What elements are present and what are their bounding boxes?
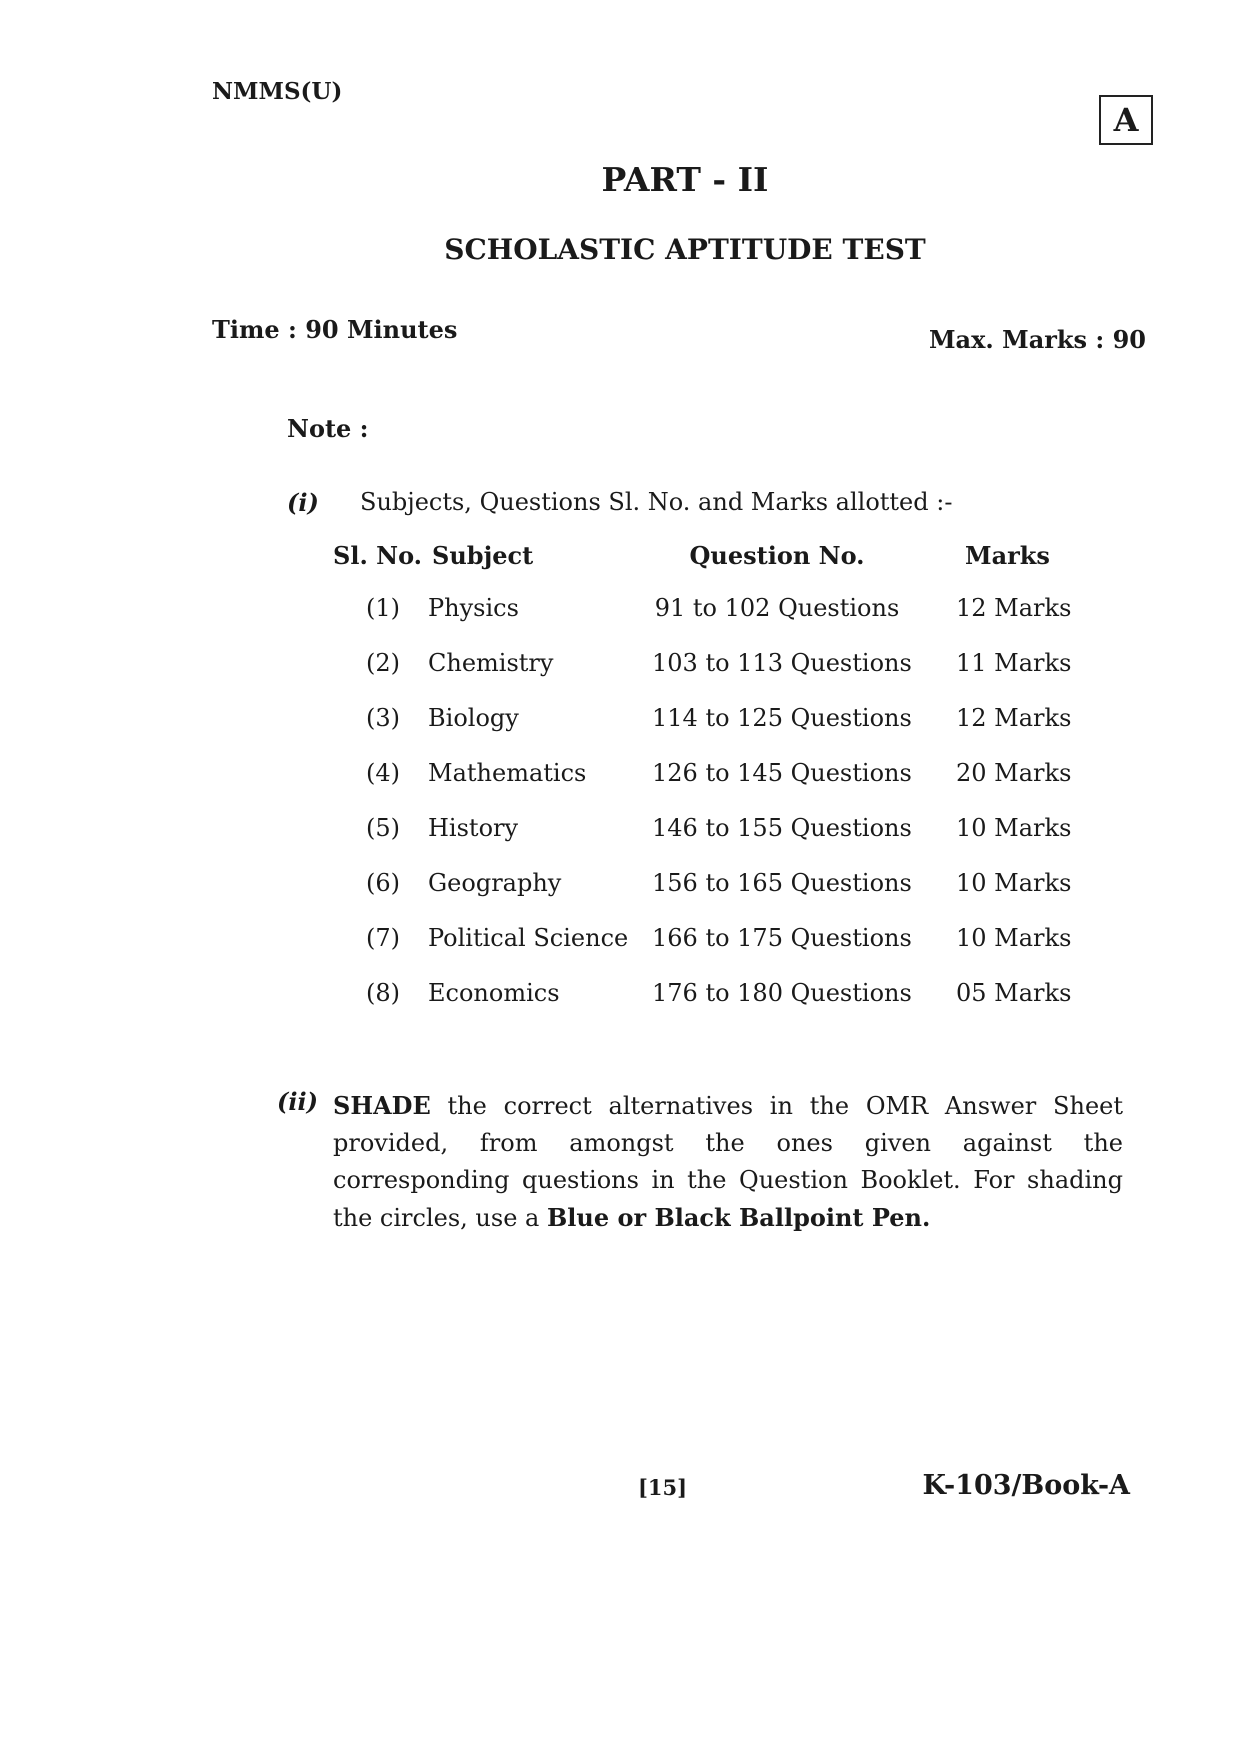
item-number-ii: (ii) bbox=[277, 1087, 318, 1116]
header-marks: Marks bbox=[965, 541, 1050, 570]
table-row bbox=[0, 759, 1240, 799]
table-row bbox=[0, 924, 1240, 964]
page-number: [15] bbox=[638, 1475, 688, 1500]
row-question-range: 103 to 113 Questions bbox=[652, 649, 912, 677]
table-row bbox=[0, 869, 1240, 909]
max-marks: Max. Marks : 90 bbox=[928, 325, 1146, 354]
table-row bbox=[0, 704, 1240, 744]
row-question-range: 146 to 155 Questions bbox=[652, 814, 912, 842]
row-sl-no: (7) bbox=[366, 924, 400, 952]
item-ii-text: the correct alternatives in the OMR Answer Sheet provided, from amongst the ones given against the corresponding questions in the Question Booklet. For shading the circles, use a bbox=[333, 1092, 1123, 1232]
row-sl-no: (6) bbox=[366, 869, 400, 897]
item-ii-paragraph bbox=[333, 1087, 1123, 1237]
row-sl-no: (4) bbox=[366, 759, 400, 787]
row-subject: Geography bbox=[428, 869, 562, 897]
row-sl-no: (3) bbox=[366, 704, 400, 732]
pen-instruction: Blue or Black Ballpoint Pen. bbox=[546, 1203, 931, 1232]
row-question-range: 126 to 145 Questions bbox=[652, 759, 912, 787]
row-subject: Physics bbox=[428, 594, 519, 622]
row-question-range: 166 to 175 Questions bbox=[652, 924, 912, 952]
item-i-text: Subjects, Questions Sl. No. and Marks allotted :- bbox=[360, 488, 953, 516]
row-subject: Political Science bbox=[428, 924, 629, 952]
exam-code: NMMS(U) bbox=[212, 78, 343, 105]
row-question-range: 156 to 165 Questions bbox=[652, 869, 912, 897]
table-header-row bbox=[0, 541, 1240, 581]
booklet-code: K-103/Book-A bbox=[922, 1470, 1130, 1501]
row-subject: Mathematics bbox=[428, 759, 587, 787]
row-question-range: 91 to 102 Questions bbox=[654, 594, 900, 622]
test-title: SCHOLASTIC APTITUDE TEST bbox=[444, 233, 926, 266]
item-number-i: (i) bbox=[287, 488, 319, 517]
row-sl-no: (5) bbox=[366, 814, 400, 842]
table-row bbox=[0, 594, 1240, 634]
shade-keyword: SHADE bbox=[333, 1091, 431, 1120]
note-heading: Note : bbox=[287, 414, 369, 443]
row-marks: 12 Marks bbox=[956, 704, 1072, 732]
header-question-no: Question No. bbox=[689, 541, 865, 570]
row-marks: 20 Marks bbox=[956, 759, 1072, 787]
row-subject: Economics bbox=[428, 979, 560, 1007]
row-marks: 12 Marks bbox=[956, 594, 1072, 622]
row-question-range: 114 to 125 Questions bbox=[652, 704, 912, 732]
part-heading: PART - II bbox=[601, 160, 769, 199]
row-sl-no: (1) bbox=[366, 594, 400, 622]
row-marks: 11 Marks bbox=[956, 649, 1072, 677]
row-sl-no: (8) bbox=[366, 979, 400, 1007]
row-marks: 10 Marks bbox=[956, 869, 1072, 897]
time-allowed: Time : 90 Minutes bbox=[212, 315, 458, 344]
booklet-set-box: A bbox=[1099, 95, 1153, 145]
row-marks: 10 Marks bbox=[956, 924, 1072, 952]
row-subject: Biology bbox=[428, 704, 519, 732]
row-marks: 05 Marks bbox=[956, 979, 1072, 1007]
row-sl-no: (2) bbox=[366, 649, 400, 677]
table-row bbox=[0, 979, 1240, 1019]
row-subject: Chemistry bbox=[428, 649, 554, 677]
table-row bbox=[0, 649, 1240, 689]
row-marks: 10 Marks bbox=[956, 814, 1072, 842]
table-row bbox=[0, 814, 1240, 854]
header-sl-no: Sl. No. bbox=[333, 541, 423, 570]
header-subject: Subject bbox=[432, 541, 534, 570]
row-subject: History bbox=[428, 814, 519, 842]
row-question-range: 176 to 180 Questions bbox=[652, 979, 912, 1007]
